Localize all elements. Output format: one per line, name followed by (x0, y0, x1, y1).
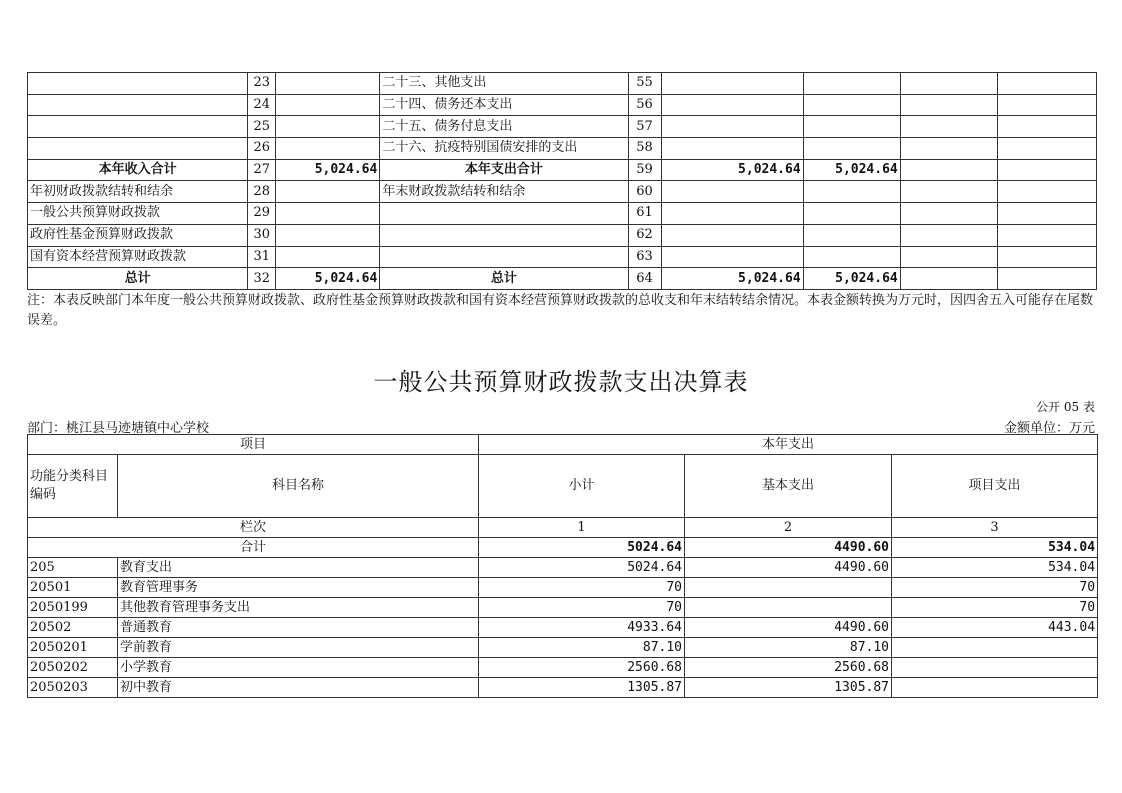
amount-unit-label: 金额单位：万元 (1003, 421, 1095, 436)
amount-col-2 (803, 138, 900, 160)
left-label: 总计 (28, 268, 248, 290)
row-basic: 4490.60 (685, 558, 892, 578)
row-basic: 87.10 (685, 638, 892, 658)
row-subtotal: 87.10 (479, 638, 685, 658)
row-project: 534.04 (892, 558, 1098, 578)
amount-col-2 (803, 94, 900, 116)
table-note: 注：本表反映部门本年度一般公共预算财政拨款、政府性基金预算财政拨款和国有资本经营预算财政拨款的总收支和年末结转结余情况。本表金额转换为万元时，因四舍五入可能存在尾数误差。 (27, 293, 1094, 328)
amount-col-3 (900, 203, 997, 225)
page-title: 一般公共预算财政拨款支出决算表 (373, 368, 749, 396)
left-row-no: 24 (248, 94, 276, 116)
right-row-no: 55 (628, 73, 661, 95)
right-label: 二十三、其他支出 (380, 73, 628, 95)
table-row (28, 558, 1098, 578)
left-row-no: 31 (248, 246, 276, 268)
row-name: 教育管理事务 (118, 578, 479, 598)
expenditure-table (27, 434, 1098, 698)
row-subtotal: 70 (479, 578, 685, 598)
index-label: 栏次 (28, 518, 479, 538)
left-label: 政府性基金预算财政拨款 (28, 224, 248, 246)
amount-col-1: 5,024.64 (661, 159, 803, 181)
header-row (28, 435, 1098, 455)
amount-col-3 (900, 159, 997, 181)
amount-col-4 (997, 138, 1096, 160)
amount-col-4 (997, 73, 1096, 95)
left-row-no: 30 (248, 224, 276, 246)
row-project (892, 638, 1098, 658)
right-label: 总计 (380, 268, 628, 290)
right-row-no: 56 (628, 94, 661, 116)
amount-col-4 (997, 246, 1096, 268)
row-basic: 2560.68 (685, 658, 892, 678)
table-row (28, 116, 1097, 138)
amount-col-3 (900, 94, 997, 116)
table-row (28, 181, 1097, 203)
income-expenditure-table (27, 72, 1097, 290)
row-name: 小学教育 (118, 658, 479, 678)
row-name: 教育支出 (118, 558, 479, 578)
amount-col-2 (803, 224, 900, 246)
department-label: 部门：桃江县马迹塘镇中心学校 (27, 421, 210, 436)
left-amount (276, 224, 380, 246)
table-row (28, 73, 1097, 95)
left-label: 本年收入合计 (28, 159, 248, 181)
amount-col-2 (803, 73, 900, 95)
row-basic: 4490.60 (685, 618, 892, 638)
amount-col-2: 5,024.64 (803, 268, 900, 290)
table-row (28, 203, 1097, 225)
left-amount (276, 203, 380, 225)
amount-col-4 (997, 224, 1096, 246)
amount-col-4 (997, 268, 1096, 290)
left-amount (276, 138, 380, 160)
amount-col-3 (900, 181, 997, 203)
table-row (28, 638, 1098, 658)
total-subtotal: 5024.64 (479, 538, 685, 558)
row-code: 2050202 (28, 658, 118, 678)
form-code: 公开 05 表 (1036, 400, 1095, 414)
right-row-no: 59 (628, 159, 661, 181)
row-basic (685, 578, 892, 598)
row-code: 2050201 (28, 638, 118, 658)
row-subtotal: 2560.68 (479, 658, 685, 678)
left-row-no: 23 (248, 73, 276, 95)
total-basic: 4490.60 (685, 538, 892, 558)
index-row (28, 518, 1098, 538)
table-row-grand-total (28, 268, 1097, 290)
left-label (28, 94, 248, 116)
amount-col-1 (661, 203, 803, 225)
right-row-no: 60 (628, 181, 661, 203)
row-code: 205 (28, 558, 118, 578)
right-row-no: 57 (628, 116, 661, 138)
amount-col-4 (997, 94, 1096, 116)
right-row-no: 63 (628, 246, 661, 268)
right-label (380, 224, 628, 246)
right-row-no: 58 (628, 138, 661, 160)
right-row-no: 62 (628, 224, 661, 246)
header-name: 科目名称 (118, 455, 479, 518)
right-row-no: 61 (628, 203, 661, 225)
index-3: 3 (892, 518, 1098, 538)
index-1: 1 (479, 518, 685, 538)
header-project-expenditure: 项目支出 (892, 455, 1098, 518)
table-row (28, 578, 1098, 598)
amount-col-4 (997, 181, 1096, 203)
amount-col-4 (997, 159, 1096, 181)
row-project: 70 (892, 598, 1098, 618)
header-project: 项目 (28, 435, 479, 455)
row-name: 其他教育管理事务支出 (118, 598, 479, 618)
right-label: 年末财政拨款结转和结余 (380, 181, 628, 203)
left-amount: 5,024.64 (276, 159, 380, 181)
right-label (380, 246, 628, 268)
left-label (28, 116, 248, 138)
left-row-no: 27 (248, 159, 276, 181)
row-subtotal: 1305.87 (479, 678, 685, 698)
header-code: 功能分类科目编码 (28, 455, 118, 518)
table-row (28, 598, 1098, 618)
right-label: 二十五、债务付息支出 (380, 116, 628, 138)
row-name: 初中教育 (118, 678, 479, 698)
left-row-no: 28 (248, 181, 276, 203)
left-row-no: 29 (248, 203, 276, 225)
amount-col-3 (900, 116, 997, 138)
amount-col-1 (661, 246, 803, 268)
row-name: 学前教育 (118, 638, 479, 658)
table-row (28, 224, 1097, 246)
amount-col-3 (900, 73, 997, 95)
right-row-no: 64 (628, 268, 661, 290)
total-project: 534.04 (892, 538, 1098, 558)
amount-col-2: 5,024.64 (803, 159, 900, 181)
row-project: 443.04 (892, 618, 1098, 638)
amount-col-2 (803, 203, 900, 225)
amount-col-1 (661, 116, 803, 138)
left-amount (276, 94, 380, 116)
amount-col-1 (661, 224, 803, 246)
total-label: 合计 (28, 538, 479, 558)
row-basic (685, 598, 892, 618)
row-code: 20502 (28, 618, 118, 638)
table-row (28, 618, 1098, 638)
left-label (28, 73, 248, 95)
right-label: 本年支出合计 (380, 159, 628, 181)
row-code: 2050199 (28, 598, 118, 618)
table-row (28, 678, 1098, 698)
header-current-year: 本年支出 (479, 435, 1098, 455)
table-row-total (28, 159, 1097, 181)
index-2: 2 (685, 518, 892, 538)
left-amount (276, 116, 380, 138)
left-row-no: 26 (248, 138, 276, 160)
left-label: 年初财政拨款结转和结余 (28, 181, 248, 203)
left-row-no: 25 (248, 116, 276, 138)
table-row (28, 246, 1097, 268)
row-subtotal: 5024.64 (479, 558, 685, 578)
row-project (892, 678, 1098, 698)
right-label (380, 203, 628, 225)
left-amount (276, 246, 380, 268)
amount-col-3 (900, 246, 997, 268)
left-label: 一般公共预算财政拨款 (28, 203, 248, 225)
amount-col-2 (803, 181, 900, 203)
row-project (892, 658, 1098, 678)
header-subtotal: 小计 (479, 455, 685, 518)
row-code: 2050203 (28, 678, 118, 698)
left-amount: 5,024.64 (276, 268, 380, 290)
left-label: 国有资本经营预算财政拨款 (28, 246, 248, 268)
row-subtotal: 4933.64 (479, 618, 685, 638)
table-row (28, 94, 1097, 116)
amount-col-4 (997, 116, 1096, 138)
row-basic: 1305.87 (685, 678, 892, 698)
left-amount (276, 181, 380, 203)
total-row (28, 538, 1098, 558)
left-row-no: 32 (248, 268, 276, 290)
left-amount (276, 73, 380, 95)
amount-col-3 (900, 224, 997, 246)
left-label (28, 138, 248, 160)
amount-col-2 (803, 246, 900, 268)
amount-col-1 (661, 138, 803, 160)
right-label: 二十六、抗疫特别国债安排的支出 (380, 138, 628, 160)
amount-col-1 (661, 94, 803, 116)
row-code: 20501 (28, 578, 118, 598)
amount-col-1 (661, 181, 803, 203)
row-subtotal: 70 (479, 598, 685, 618)
amount-col-4 (997, 203, 1096, 225)
amount-col-1: 5,024.64 (661, 268, 803, 290)
header-row (28, 455, 1098, 518)
table-row (28, 138, 1097, 160)
right-label: 二十四、债务还本支出 (380, 94, 628, 116)
table-row (28, 658, 1098, 678)
row-name: 普通教育 (118, 618, 479, 638)
amount-col-3 (900, 268, 997, 290)
row-project: 70 (892, 578, 1098, 598)
amount-col-2 (803, 116, 900, 138)
amount-col-3 (900, 138, 997, 160)
amount-col-1 (661, 73, 803, 95)
header-basic: 基本支出 (685, 455, 892, 518)
